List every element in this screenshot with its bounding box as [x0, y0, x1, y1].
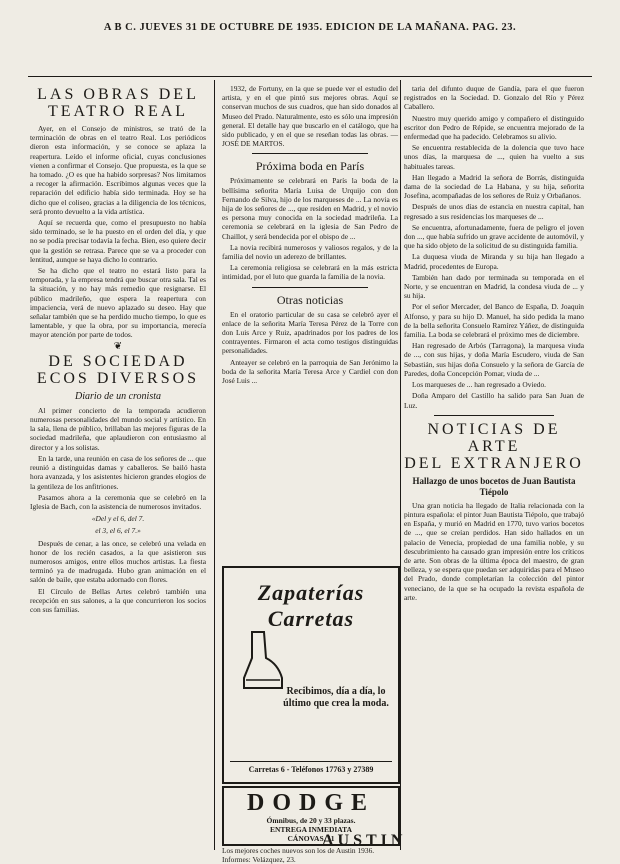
paragraph: En el oratorio particular de su casa se celebró ayer el enlace de la señorita María Teresa Pérez de la Torre con don Luis Arce y Ruiz, apadrinados por los padres de los contrayentes. Firmaron el acta como testigos distinguidas personalidades. [222, 309, 398, 356]
ad-slogan: Recibimos, día a día, lo último que crea la moda. [283, 686, 389, 709]
subtitle-diario: Diario de un cronista [74, 390, 161, 402]
paragraph: La novia recibirá numerosos y valiosos regalos, y de la familia del novio un aderezo de brillantes. [222, 242, 398, 262]
verse-line: el 3, el 6, el 7.» [95, 526, 141, 536]
column-divider-1 [214, 80, 215, 850]
shoe-icon [238, 628, 286, 694]
page-header: A B C. JUEVES 31 DE OCTUBRE DE 1935. EDICION DE LA MAÑANA. PAG. 23. [103, 22, 517, 33]
header-rule [28, 76, 592, 77]
ad-line: Ómnibus, de 20 y 33 plazas. [266, 816, 356, 825]
advertisement-austin-text: Los mejores coches nuevos son los de Austin 1936. Informes: Velázquez, 23. [222, 846, 375, 864]
paragraph: Nuestro muy querido amigo y compañero el distinguido escritor don Pedro de Répide, se encuentra mejorado de la enfermedad que ha padecido. Celebramos su alivio. [404, 113, 584, 142]
ornament-icon: ❦ [113, 340, 123, 352]
paragraph: Han llegado a Madrid la señora de Borrás, distinguida dama de la sociedad de La Habana, y su hija, señorita Josefina, acompañadas de los señores de Ruiz y Orbañanos. [404, 172, 584, 201]
section-title-arte: NOTICIAS DE ARTE DEL EXTRANJERO [404, 420, 584, 472]
paragraph: Han regresado de Arbós (Tarragona), la marquesa viuda de ..., con sus hijas, y doña María Escudero, viuda de San Sebastián, sus hijas doña Consuelo y la señora de García de Paredes, doña Concepción Pomar, viuda de ... [404, 341, 584, 378]
paragraph: Una gran noticia ha llegado de Italia relacionada con la pintura española: el pintor Juan Bautista Tiépolo, que trabajó en España, y murió en Madrid en 1770, tuvo varios bocetos de ..., que se creían perdidos. Han sido hallados en un palacio de Venecia, propiedad de una familia noble, y su descubrimiento ha causado gran impresión entre los críticos de arte. Son obras de la última época del maestro, de gran belleza, y se espera que puedan ser adquiridas para el Museo del Prado, donde completarían la colección del pintor veneciano, de la que se ha ocupado la revista española de arte. [404, 500, 585, 602]
paragraph: Doña Amparo del Castillo ha salido para San Juan de Luz. [404, 391, 584, 410]
article-title-teatro-real: LAS OBRAS DEL TEATRO REAL [37, 86, 199, 120]
column-left [30, 84, 206, 824]
paragraph: Después de cenar, a las once, se celebró una velada en honor de los recién casados, a la que asistieron sus numerosos amigos, entre ellos muchos artistas. La fiesta terminó ya de madrugada. Hubo gran animación en el salón de baile, que estaba adornado con flores. [30, 538, 206, 585]
section-title-sociedad: DE SOCIEDAD ECOS DIVERSOS [36, 352, 200, 387]
paragraph: Ayer, en el Consejo de ministros, se trató de la terminación de obras en el teatro Real. Los periódicos dieron esta información, y se conoce se aplaza la reapertura. Leído el informe oficial, cuyas conclusiones vienen a confirmar el Consejo. Que propuesta, es la que se ha tomado. ¿O es que ha habido sorpresas? Nos limitamos a recoger la afirmación. Escribimos algunas veces que la reparación del edificio había sido terminada. Hoy se ha dicho que el coliseo, gracias a la diligencia de los técnicos, será pronto devuelto a la vida artística. [30, 124, 206, 216]
paragraph: El Círculo de Bellas Artes celebró también una recepción en sus salones, a la que concurrieron los socios con sus familias. [30, 586, 206, 614]
column-divider-2 [400, 80, 401, 850]
section-title-boda: Próxima boda en París [255, 159, 365, 174]
ad-line: ENTREGA INMEDIATA [269, 825, 353, 834]
ad-title: Zapaterías Carretas [257, 580, 365, 631]
separator [252, 153, 368, 154]
ad-title: DODGE [246, 790, 375, 816]
separator [252, 287, 368, 288]
paragraph: Los marqueses de ... han regresado a Oviedo. [412, 380, 547, 390]
paragraph: Se encuentra, afortunadamente, fuera de peligro el joven don ..., que había sufrido un grave accidente de automóvil, y que ha sido objeto de la solicitud de su distinguida familia. [404, 222, 584, 251]
separator [434, 415, 554, 416]
paragraph: Se ha dicho que el teatro no estará listo para la temporada, y la empresa tendrá que buscar otra sala. Tal es la situación, y no hay más remedio que resignarse. El público madrileño, que espera la reapertura con impaciencia, verá de nuevo aplazado su deseo. Hay que señalar también que se ha perdido mucho tiempo, lo que es lamentable, y que la obra, por su importancia, merecía mayor atención por parte de todos. [30, 266, 206, 340]
subtitle-hallazgo: Hallazgo de unos bocetos de Juan Bautista Tiépolo [412, 475, 576, 497]
ad-address: Carretas 6 - Teléfonos 17763 y 27389 [230, 761, 392, 774]
paragraph: Se encuentra restablecida de la dolencia que tuvo hace unos días, la marquesa de ..., quien ha vuelto a sus habituales tareas. [404, 143, 584, 171]
paragraph: 1932, de Fortuny, en la que se puede ver el estudio del artista, y en el que pintó sus mejores obras. Aquí se conservan muchos de sus cuadros, que han sido donados al Museo del Prado. Naturalmente, esto es sólo una impresión general. El detalle hay que buscarlo en el catálogo, que ha sido publicado, y en el que se reseñan todas las obras. — JOSÉ DE MARTOS. [222, 84, 398, 149]
paragraph: Por el señor Mercader, del Banco de España, D. Joaquín Alfonso, y para su hijo D. Manuel, ha sido pedida la mano de la bella señorita Consuelo Ramírez Yáñez, de distinguida familia. La boda se celebrará el próximo mes de diciembre. [404, 302, 584, 340]
column-right [404, 84, 584, 844]
paragraph: Al primer concierto de la temporada acudieron numerosas personalidades del mundo social y artístico. En la sala, llena de público, brillaban las mejores figuras de la sociedad madrileña, que aplaudieron con entusiasmo al director y a los solistas. [30, 405, 206, 452]
paragraph: Anteayer se celebró en la parroquia de San Jerónimo la boda de la señorita María Teresa Arce y Cardiel con don José Luis ... [222, 357, 398, 386]
paragraph: También han dado por terminada su temporada en el Norte, y se encuentran en Madrid, la condesa viuda de ... y su hija. [404, 272, 584, 301]
column-middle [222, 84, 398, 562]
advertisement-austin-title: AUSTIN [322, 832, 407, 849]
section-title-otras: Otras noticias [276, 292, 344, 307]
paragraph: La ceremonia religiosa se celebrará en la más estricta intimidad, por el luto que guarda la familia de la novia. [222, 263, 398, 282]
advertisement-zapaterias [222, 566, 400, 784]
paragraph: Aquí se recuerda que, como el presupuesto no había sido terminado, se le ha puesto en el orden del día, y que no se podía precisar todavía la fecha. Bien, eso quiere decir que la gestión se retrasa. Parece que se va a proceder con lentitud, aunque se haya dicho lo contrario. [30, 218, 206, 264]
paragraph: Pasamos ahora a la ceremonia que se celebró en la Iglesia de Bach, con la asistencia de numerosos invitados. [30, 492, 206, 511]
paragraph: Después de unos días de estancia en nuestra capital, han regresado a sus residencias los marqueses de ... [404, 202, 584, 221]
ad-line: CÁNOVAS, 11 [287, 834, 335, 843]
paragraph: Próximamente se celebrará en París la boda de la bellísima señorita María Luisa de Urquijo con don Fernando de Silva, hijo de los marqueses de ... La novia es hija de los señores de ..., que residen en Madrid, y el novio es persona muy conocida en la sociedad madrileña. La ceremonia se celebrará en la iglesia de San Pedro de Chaillot, y será bendecida por el obispo de ... [222, 176, 398, 241]
paragraph: taria del difunto duque de Gandía, para el que fueron registrados en la Sociedad. D. Gonzalo del Río y Pérez Caballero. [404, 84, 584, 112]
paragraph: En la tarde, una reunión en casa de los señores de ... que reunió a distinguidas damas y caballeros. Se bailó hasta hora avanzada, y los asistentes hicieron grandes elogios de la gentileza de los anfitriones. [30, 453, 206, 491]
paragraph: La duquesa viuda de Miranda y su hija han llegado a Madrid, procedentes de Europa. [404, 252, 584, 271]
verse-line: «Del y el 6, del 7. [91, 514, 145, 524]
